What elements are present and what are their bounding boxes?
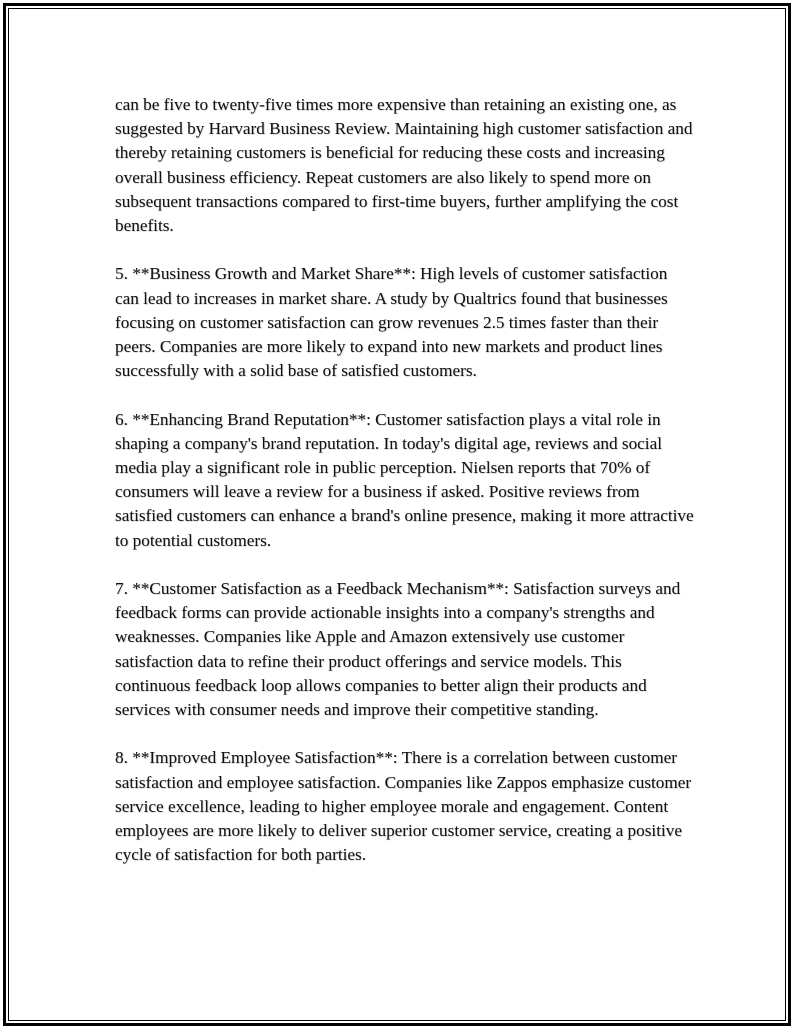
paragraph-brand-reputation: 6. **Enhancing Brand Reputation**: Customer satisfaction plays a vital role in shaping a company's brand reputation. In today's digital age, reviews and social media play a significant role in public perception. Nielsen reports that 70% of consumers will leave a review for a business if asked. Positive reviews from satisfied customers can enhance a brand's online presence, making it more attractive to potential customers. (115, 409, 694, 550)
paragraph-cost-continuation: can be five to twenty-five times more expensive than retaining an existing one, as suggested by Harvard Business Review. Maintaining high customer satisfaction and thereby retaining customers is beneficial for reducing these costs and increasing overall business efficiency. Repeat customers are also likely to spend more on subsequent transactions compared to first-time buyers, further amplifying the cost benefits. (115, 95, 693, 236)
paragraph-business-growth: 5. **Business Growth and Market Share**: High levels of customer satisfaction can lead to increases in market share. A study by Qualtrics found that businesses focusing on customer satisfaction can grow revenues 2.5 times faster than their peers. Companies are more likely to expand into new markets and product lines successfully with a solid base of satisfied customers. (115, 264, 668, 381)
paragraph-feedback-mechanism: 7. **Customer Satisfaction as a Feedback Mechanism**: Satisfaction surveys and feedback forms can provide actionable insights into a company's strengths and weaknesses. Companies like Apple and Amazon extensively use customer satisfaction data to refine their product offerings and service models. This continuous feedback loop allows companies to better align their products and services with consumer needs and improve their competitive standing. (115, 579, 681, 720)
paragraph-employee-satisfaction: 8. **Improved Employee Satisfaction**: There is a correlation between customer satisfaction and employee satisfaction. Companies like Zappos emphasize customer service excellence, leading to higher employee morale and engagement. Content employees are more likely to deliver superior customer service, creating a positive cycle of satisfaction for both parties. (115, 748, 692, 865)
document-body (115, 93, 695, 867)
